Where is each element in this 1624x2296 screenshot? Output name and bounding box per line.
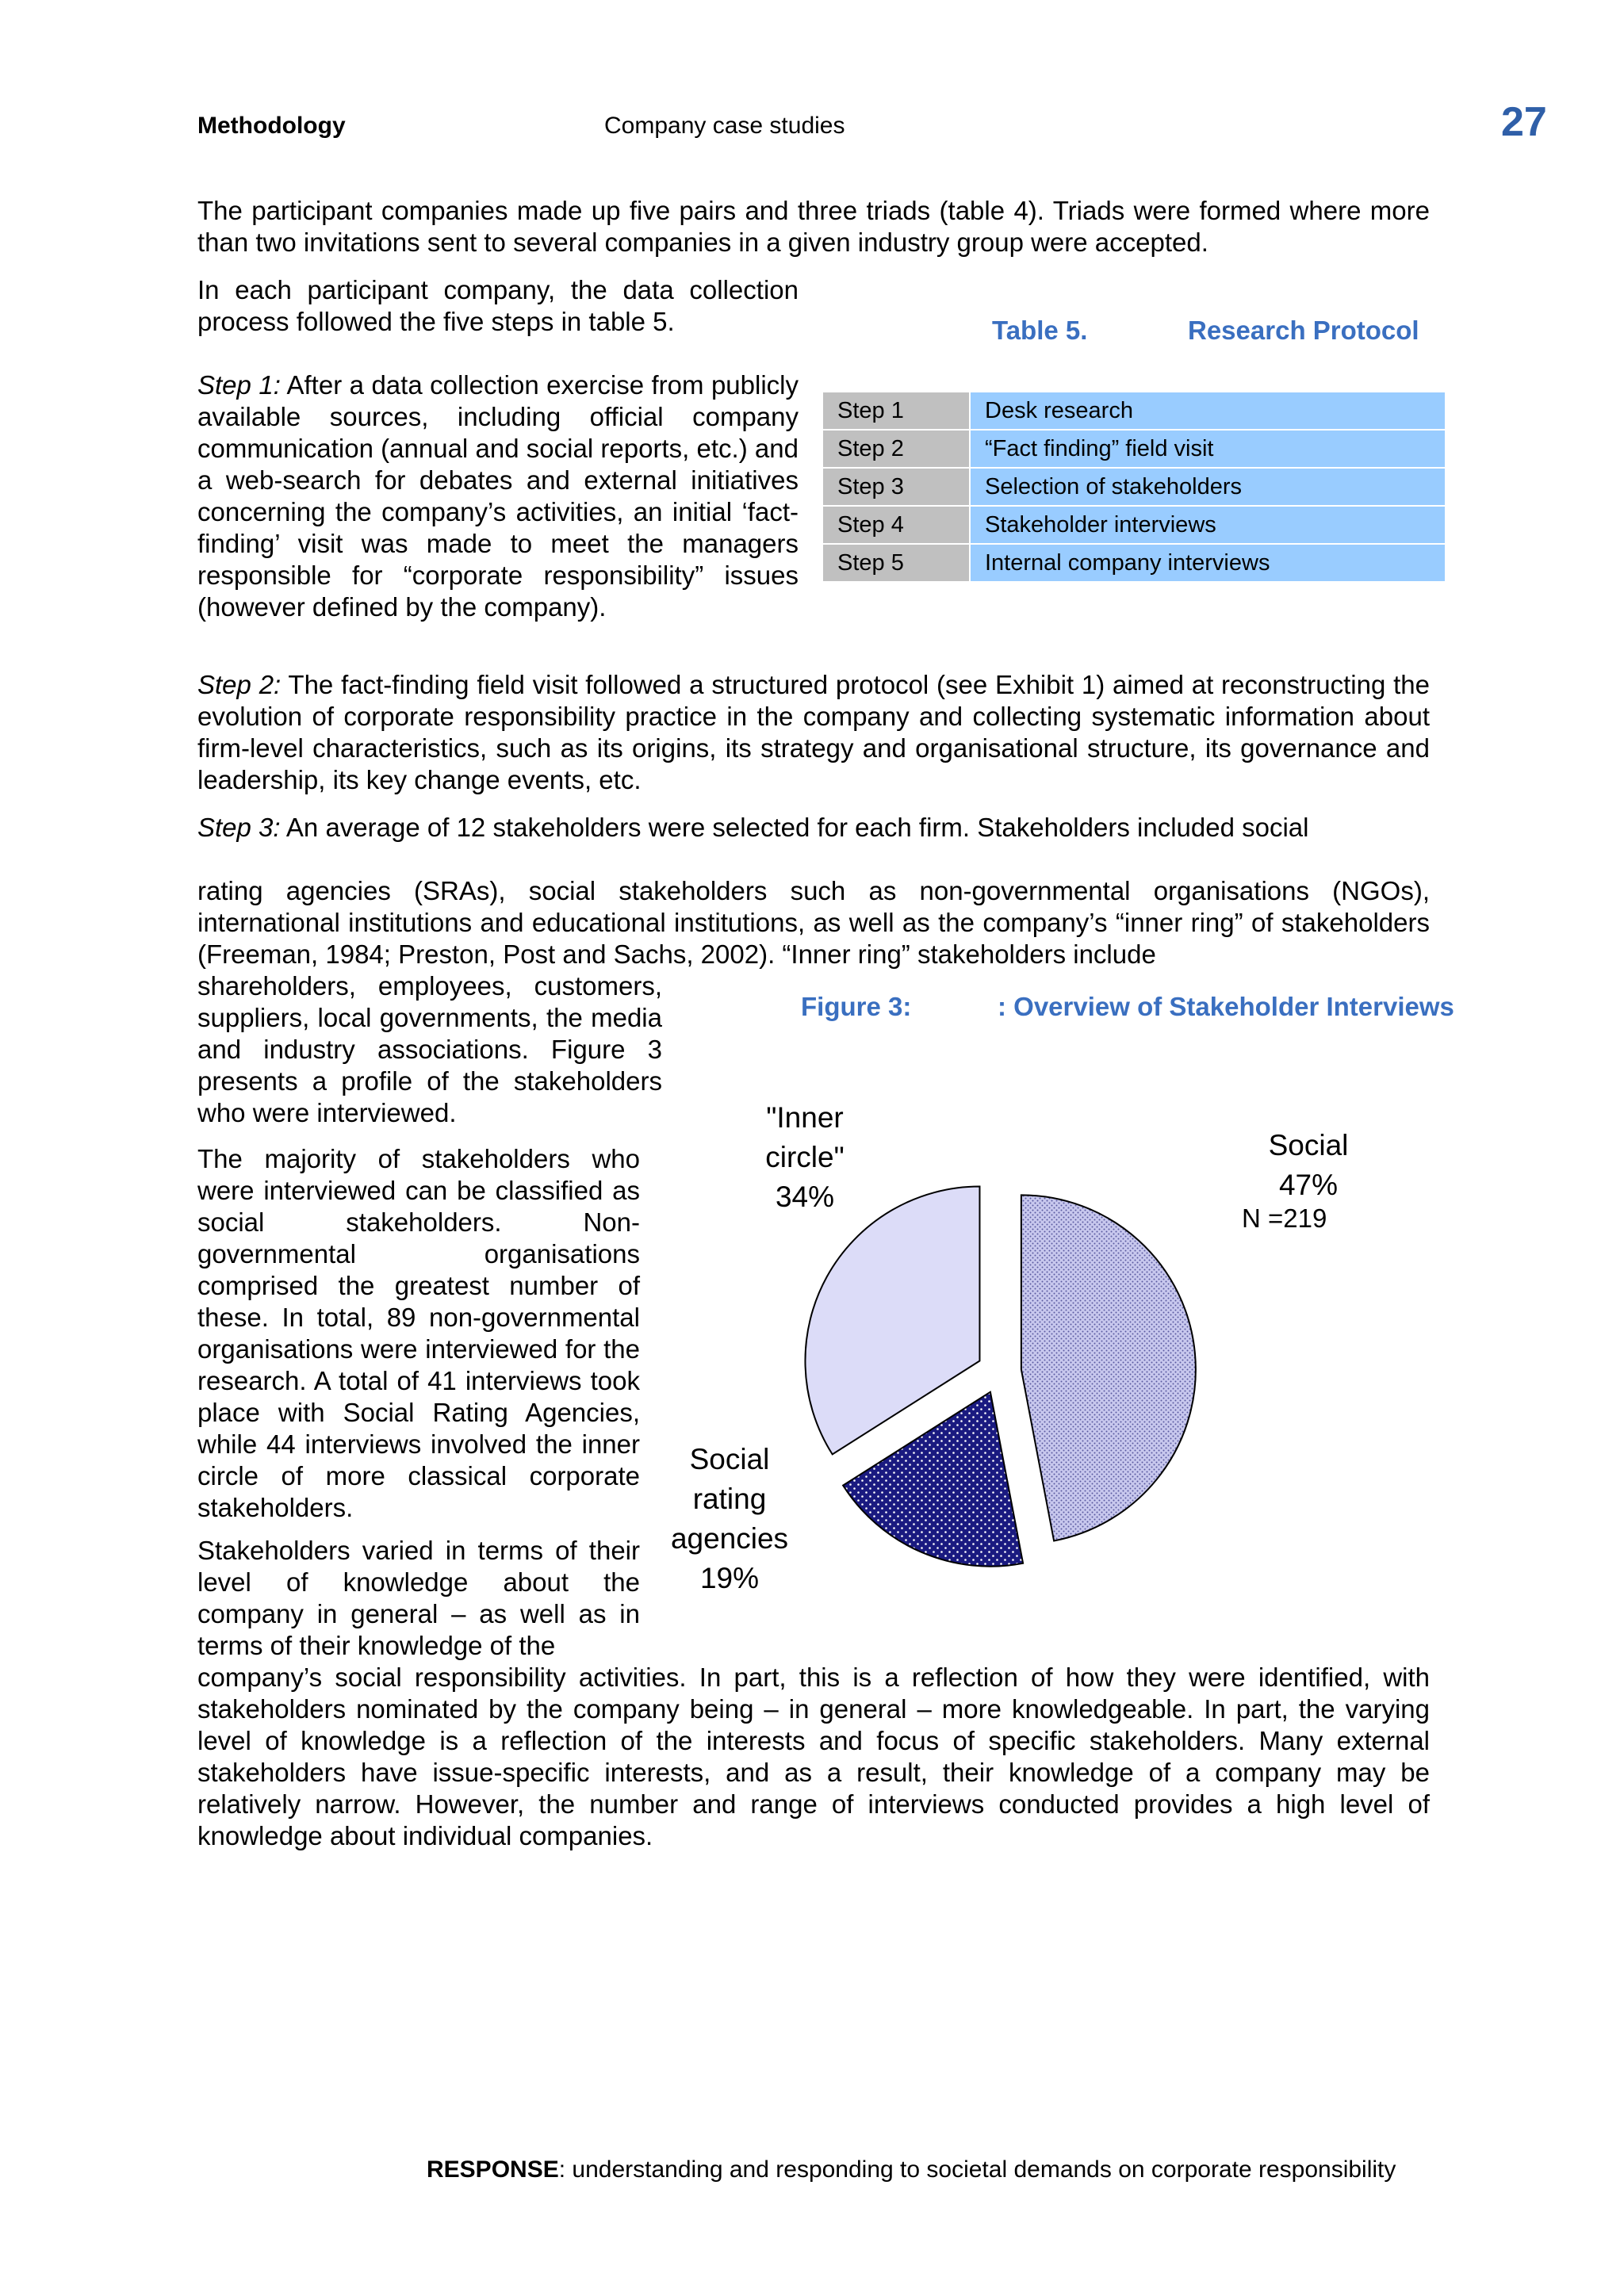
figure3-caption-title: : Overview of Stakeholder Interviews [998, 992, 1454, 1021]
step3-label: Step 3: [197, 813, 281, 842]
chapter-title: Company case studies [604, 113, 845, 139]
step3-paragraph: Step 3: An average of 12 stakeholders were selected for each firm. Stakeholders included social [197, 813, 1309, 842]
stakeholders-paragraph-continued: shareholders, employees, customers, suppliers, local governments, the media and industry associations. Figure 3 presents a profile of the stakeholders who were interviewed. [197, 971, 662, 1127]
task-cell: Internal company interviews [970, 544, 1445, 582]
task-cell: Selection of stakeholders [970, 468, 1445, 506]
task-cell: Stakeholder interviews [970, 506, 1445, 544]
pie-label-social: Social 47% [1268, 1129, 1349, 1201]
majority-paragraph: The majority of stakeholders who were interviewed can be classified as social stakeholders. Non-governmental organisations comprised the greatest number of these. In total, 89 non-governmental organisations were interviewed for the research. A total of 41 interviews took place with Social Rating Agencies, while 44 interviews involved the inner circle of more classical corporate stakeholders. [197, 1144, 640, 1522]
stakeholders-paragraph: rating agencies (SRAs), social stakeholders such as non-governmental organisations (NGOs), international institutions and educational institutions, as well as the company’s “inner ring” of stakeholders (Freeman, 1984; Preston, Post and Sachs, 2002). “Inner ring” stakeholders include [197, 876, 1430, 969]
steps-intro-paragraph: In each participant company, the data collection process followed the five steps in table 5. [197, 275, 799, 336]
knowledge-paragraph-start: Stakeholders varied in terms of their level of knowledge about the company in general – as well as in terms of their knowledge of the [197, 1536, 640, 1660]
table5-caption-number: Table 5. [992, 316, 1088, 345]
step-cell: Step 5 [823, 544, 970, 582]
step-cell: Step 4 [823, 506, 970, 544]
step-cell: Step 3 [823, 468, 970, 506]
pie-label-inner-circle: "Inner circle" 34% [765, 1101, 845, 1213]
step2-label: Step 2: [197, 670, 282, 699]
research-protocol-table [823, 392, 1445, 583]
sample-size-annotation: N =219 [1242, 1203, 1327, 1233]
figure3-caption-number: Figure 3: [801, 992, 912, 1021]
section-title: Methodology [197, 113, 346, 139]
page-footer: RESPONSE: understanding and responding to societal demands on corporate responsibility [427, 2156, 1396, 2183]
step1-paragraph: Step 1: After a data collection exercise from publicly available sources, including official company communication (annual and social reports, etc.) and a web-search for debates and external initiatives concerning the company’s activities, an initial ‘fact-finding’ visit was made to meet the managers responsible for “corporate responsibility” issues (however defined by the company). [197, 370, 799, 622]
step-cell: Step 2 [823, 430, 970, 468]
table-row [823, 544, 1445, 582]
step1-label: Step 1: [197, 370, 281, 400]
table-row [823, 468, 1445, 506]
knowledge-paragraph-end: company’s social responsibility activities. In part, this is a reflection of how they were identified, with stakeholders nominated by the company being – in general – more knowledgeable. In part, the varying level of knowledge is a reflection of the interests and focus of specific stakeholders. Many external stakeholders have issue-specific interests, and as a result, their knowledge of a company may be relatively narrow. However, the number and range of interviews conducted provides a high level of knowledge about individual companies. [197, 1663, 1430, 1850]
table5-caption-title: Research Protocol [1188, 316, 1419, 345]
table-row [823, 430, 1445, 468]
table-row [823, 392, 1445, 430]
step-cell: Step 1 [823, 392, 970, 430]
step2-paragraph: Step 2: The fact-finding field visit followed a structured protocol (see Exhibit 1) aimed at reconstructing the evolution of corporate responsibility practice in the company and collecting systematic information about firm-level characteristics, such as its origins, its strategy and organisational structure, its governance and leadership, its key change events, etc. [197, 670, 1430, 794]
pie-slice-social [1021, 1195, 1196, 1540]
task-cell: Desk research [970, 392, 1445, 430]
table-row [823, 506, 1445, 544]
task-cell: “Fact finding” field visit [970, 430, 1445, 468]
pie-slice-inner-circle [805, 1187, 979, 1455]
page-number: 27 [1501, 99, 1547, 145]
intro-paragraph: The participant companies made up five pairs and three triads (table 4). Triads were formed where more than two invitations sent to several companies in a given industry group were accepted. [197, 196, 1430, 257]
pie-label-social-rating-agencies: Social rating agencies 19% [670, 1443, 789, 1594]
